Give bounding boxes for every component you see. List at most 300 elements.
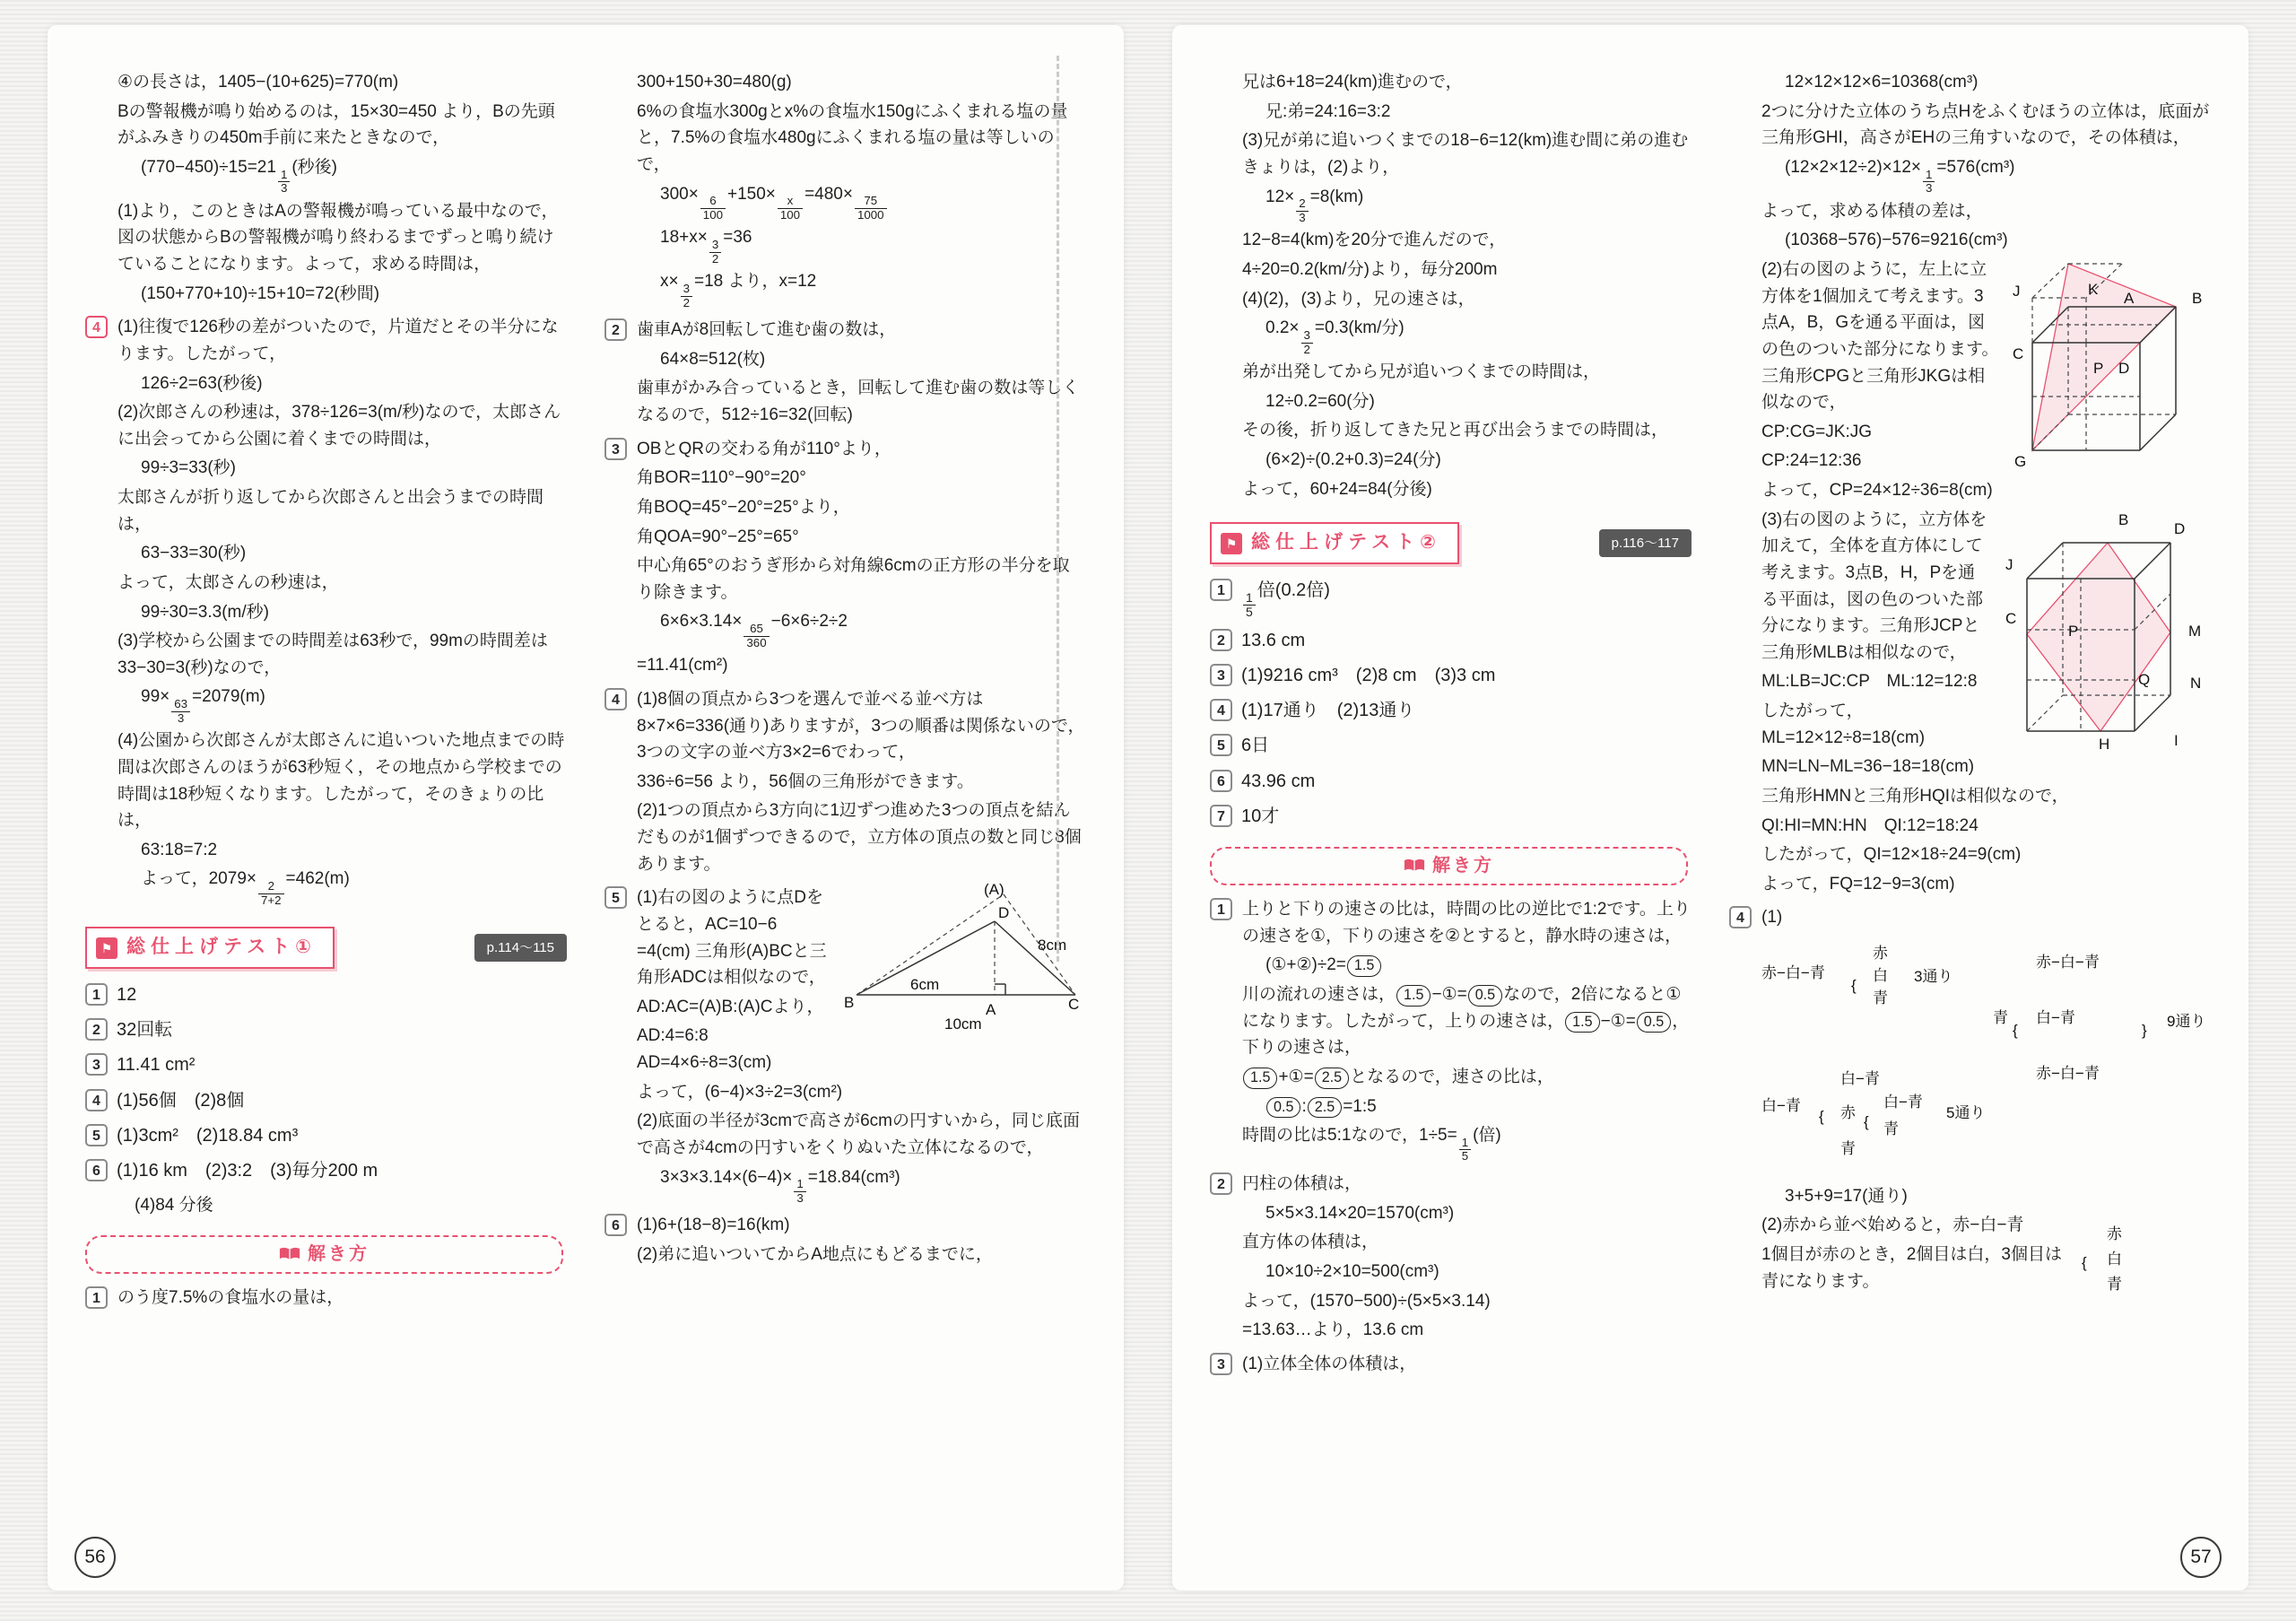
question-number-box: 5	[604, 886, 627, 909]
answer-number-box: 1	[1210, 579, 1232, 601]
paragraph: よって，60+24=84(分後)	[1242, 479, 1432, 499]
shaded-plane	[2027, 543, 2170, 731]
formula-line: (770−450)÷15=21 $\frac{1}{3}$ (秒後)	[141, 157, 338, 196]
paragraph: (2)底面の半径が3cmで高さが6cmの円すいから，同じ底面で高さが4cmの円すいをくりぬいた立体になるので，	[637, 1111, 1081, 1157]
figure-label: 赤−白−青	[2036, 1065, 2100, 1083]
numbered-solution-item	[85, 314, 567, 367]
figure-label: 5通り	[1946, 1104, 1986, 1122]
tree2-figure	[2076, 1212, 2211, 1307]
paragraph: 300+150+30=480(g)	[637, 73, 792, 92]
answer-number-box: 5	[85, 1124, 108, 1146]
answer-text: (1)17通り (2)13通り	[1241, 701, 1415, 721]
paragraph: (3)兄が弟に追いつくまでの18−6=12(km)進む間に弟の進むきょりは，(2)より，	[1242, 131, 1689, 177]
tree2-drawing	[2076, 1212, 2211, 1298]
page-number-left: 56	[74, 1537, 116, 1578]
tree1-figure	[1761, 931, 2246, 1181]
answer-item	[85, 1016, 567, 1044]
fraction	[1301, 329, 1313, 356]
paragraph: =11.41(cm²)	[637, 656, 728, 675]
paragraph: 6%の食塩水300gとx%の食塩水150gにふくまれる塩の量と，7.5%の食塩水480gにふくまれる塩の量は等しいので，	[637, 101, 1068, 174]
numbered-solution-item	[604, 1212, 1086, 1239]
solution-text: (1)8個の頂点から3つを選んで並べる並べ方は8×7×6=336(通り)ありますが，3つの順番は関係ないので，3つの文字の並べ方3×2=6でわって，	[637, 689, 1085, 763]
fraction	[1923, 169, 1935, 196]
paragraph: AD:4=6:8 AD=4×6÷8=3(cm)	[637, 1026, 772, 1073]
figure-label: 10cm	[944, 1015, 982, 1033]
fraction-denominator: 5	[1246, 605, 1253, 620]
figure-label: C	[2013, 345, 2024, 363]
fraction	[1296, 197, 1308, 224]
figure-edge	[2140, 414, 2176, 450]
figure-label: 赤	[1873, 945, 1888, 963]
question-number-box: 2	[1210, 1172, 1232, 1195]
figure-label: D	[998, 904, 1010, 922]
paragraph: (4)84 分後	[117, 1196, 213, 1216]
formula-line: 63:18=7:2	[141, 840, 218, 859]
question-number-box: 4	[604, 688, 627, 710]
question-number-box: 4	[85, 316, 108, 338]
circled-number: 1.5	[1347, 955, 1381, 977]
fraction-numerator: 6	[700, 195, 726, 209]
formula-line: 300× $\frac{6}{100}$ +150× $\frac{x}{100}$ =480× $\frac{75}{1000}$	[660, 181, 1086, 222]
paragraph: したがって，QI=12×18÷24=9(cm)	[1761, 845, 2022, 865]
paragraph: QI:HI=MN:HN QI:12=18:24	[1761, 815, 1979, 835]
answer-text: 10才	[1241, 806, 1280, 826]
book-icon-drawing	[1404, 858, 1425, 874]
page-56	[48, 25, 1124, 1590]
fraction	[681, 283, 692, 309]
paragraph: (2)1つの頂点から3方向に1辺ずつ進めた3つの頂点を結んだものが1個ずつできるので，立方体の頂点の数と同じ8個あります。	[637, 801, 1082, 874]
paragraph: MN=LN−ML=36−18=18(cm)	[1761, 757, 1975, 777]
figure-label: 赤	[2107, 1225, 2122, 1243]
section-heading-label: 総仕上げテスト②	[1251, 532, 1441, 553]
paragraph: 2つに分けた立体のうち点Hをふくむほうの立体は，底面が三角形GHI，高さがEHの三角すいなので，その体積は，	[1761, 101, 2210, 148]
figure-edge	[2135, 695, 2170, 731]
circled-number: 0.5	[1637, 1012, 1671, 1033]
figure-label: 青	[1840, 1140, 1856, 1158]
book-icon-drawing	[279, 1247, 300, 1262]
page-56-column-2	[604, 66, 1086, 1528]
answer-number-box: 5	[1210, 734, 1232, 756]
formula-line: (10368−576)−576=9216(cm³)	[1785, 231, 2008, 250]
formula-line: 12÷0.2=60(分)	[1265, 391, 1375, 411]
answer-number-box: 6	[85, 1159, 108, 1181]
answer-text: 12	[117, 985, 137, 1006]
figure-label: 青	[2107, 1276, 2122, 1294]
numbered-solution-item	[604, 885, 1086, 994]
answer-text: (1)56個 (2)8個	[117, 1090, 245, 1111]
paragraph: 歯車がかみ合っているとき，回転して進む歯の数は等しくなるので，512÷16=32(回転)	[637, 379, 1080, 425]
page-57-column-2	[1729, 66, 2211, 1528]
formula-line: x× $\frac{3}{2}$ =18 より，x=12	[660, 272, 817, 309]
paragraph: AD:AC=(A)B:(A)Cより，	[637, 997, 824, 1016]
fraction-numerator: 3	[1301, 329, 1313, 344]
figure-label: J	[2005, 555, 2013, 573]
figure-label: {	[1851, 977, 1857, 995]
figure-label: 白−青	[1883, 1094, 1923, 1111]
solution-method-heading	[85, 1235, 563, 1274]
paragraph: 336÷6=56 より，56個の三角形ができます。	[637, 771, 974, 791]
figure-label: C	[1068, 996, 1080, 1014]
figure-label: M	[2188, 622, 2202, 640]
shaded-plane	[2032, 264, 2176, 450]
answer-text: (1)3cm² (2)18.84 cm³	[117, 1125, 299, 1146]
fraction-denominator: 7+2	[260, 893, 282, 907]
solution-text: (1)立体全体の体積は，	[1242, 1354, 1417, 1373]
fraction-numerator: 3	[681, 283, 692, 297]
question-number-box: 4	[1729, 906, 1752, 928]
formula-line: 0.5 : 2.5 =1:5	[1265, 1094, 1692, 1120]
book-icon	[1404, 858, 1425, 874]
circled-number: 2.5	[1308, 1097, 1342, 1119]
answer-text: $\frac{1}{5}$ 倍(0.2倍)	[1241, 577, 1330, 620]
figure-edge	[2027, 695, 2063, 731]
fraction-denominator: 2	[711, 251, 719, 266]
figure-label: B	[2192, 290, 2203, 308]
formula-line: 0.2× $\frac{3}{2}$ =0.3(km/分)	[1265, 318, 1405, 356]
fraction-denominator: 360	[746, 635, 767, 649]
paragraph: 兄は6+18=24(km)進むので，	[1242, 73, 1463, 92]
solution-text: のう度7.5%の食塩水の量は，	[117, 1287, 344, 1307]
figure-label: 3通り	[1914, 968, 1953, 986]
figure-label: N	[2190, 674, 2202, 692]
fraction-denominator: 100	[702, 207, 723, 222]
solution-text: 円柱の体積は，	[1242, 1174, 1362, 1194]
paragraph: その後，折り返してきた兄と再び出会うまでの時間は，	[1242, 421, 1669, 440]
formula-line: 5×5×3.14×20=1570(cm³)	[1265, 1203, 1455, 1223]
formula-line: 63−33=30(秒)	[141, 544, 247, 563]
paragraph: (2)次郎さんの秒速は，378÷126=3(m/秒)なので，太郎さんに出会ってから公園に着くまでの時間は，	[117, 403, 561, 449]
paragraph: よって，(6−4)×3÷2=3(cm²)	[637, 1082, 843, 1102]
fraction	[278, 169, 290, 196]
solution-text: OBとQRの交わる角が110°より，	[637, 439, 891, 458]
circled-number: 2.5	[1315, 1068, 1349, 1089]
paragraph: 中心角65°のおうぎ形から対角線6cmの正方形の半分を取り除きます。	[637, 556, 1070, 602]
paragraph: よって，太郎さんの秒速は，	[117, 572, 339, 592]
answer-item	[85, 1122, 567, 1150]
figure-label: 白−青	[1761, 1097, 1801, 1115]
answer-text: (1)16 km (2)3:2 (3)毎分200 m	[117, 1160, 378, 1181]
question-number-box: 2	[604, 318, 627, 341]
figure-label: H	[2099, 735, 2110, 753]
fraction-numerator: 1	[794, 1178, 805, 1192]
question-number-box: 3	[604, 438, 627, 460]
solution-text: (1)6+(18−8)=16(km)	[637, 1216, 790, 1235]
figure-label: D	[2118, 360, 2130, 378]
circled-number: 1.5	[1565, 1012, 1599, 1033]
formula-line: 64×8=512(枚)	[660, 349, 766, 369]
answer-item	[1210, 803, 1692, 831]
figure-label: 9通り	[2167, 1013, 2206, 1031]
paragraph: (2)弟に追いついてからA地点にもどるまでに，	[637, 1245, 993, 1265]
figure-label: }	[2142, 1022, 2147, 1040]
paragraph: 1個目が赤のとき，2個目は白，3個目は青になります。	[1761, 1244, 2062, 1291]
question-number-box: 1	[85, 1286, 108, 1309]
solution-text: 上りと下りの速さの比は，時間の比の逆比で1:2です。上りの速さを①，下りの速さを②とすると，静水時の速さは，	[1242, 900, 1691, 946]
fraction	[171, 698, 190, 725]
section-heading-label: 総仕上げテスト①	[126, 937, 317, 958]
figure-label: K	[2088, 281, 2099, 299]
paragraph: 角BOQ=45°−20°=25°より，	[637, 497, 850, 517]
answer-text: (1)9216 cm³ (2)8 cm (3)3 cm	[1241, 666, 1496, 685]
figure-label: P	[2068, 622, 2079, 640]
formula-line: 6×6×3.14× $\frac{65}{360}$ −6×6÷2÷2	[660, 612, 848, 649]
paragraph: 1.5 +①= 2.5 となるので，速さの比は，	[1242, 1064, 1692, 1091]
fraction-denominator: 2	[683, 295, 691, 309]
figure-label: B	[2118, 510, 2129, 528]
figure-label: 青	[1993, 1009, 2008, 1027]
tree1-drawing	[1761, 931, 2246, 1172]
paragraph: 角BOR=110°−90°=20°	[637, 468, 806, 488]
figure-label: 赤	[1840, 1104, 1856, 1122]
paragraph: ML:LB=JC:CP ML:12=12:8	[1761, 672, 1978, 692]
page-gutter-dashed-divider	[1057, 56, 1059, 962]
fraction-numerator: 1	[1923, 169, 1935, 183]
page-56-column-1	[85, 66, 567, 1528]
figure-label: 青	[1873, 989, 1888, 1007]
circled-number: 0.5	[1468, 985, 1502, 1007]
formula-line: (12×2×12÷2)×12× $\frac{1}{3}$ =576(cm³)	[1785, 157, 2015, 196]
paragraph: (3)学校から公園までの時間差は63秒で，99mの時間差は33−30=3(秒)なので，	[117, 632, 548, 677]
page-number-right: 57	[2180, 1537, 2222, 1578]
fraction	[1459, 1137, 1471, 1163]
figure-edge	[2135, 543, 2170, 579]
fraction	[794, 1178, 805, 1205]
page-reference-badge: p.116〜117	[1599, 529, 1692, 557]
figure-label: {	[1864, 1113, 1869, 1131]
question-number-box: 6	[604, 1214, 627, 1236]
figure-label: (A)	[984, 881, 1004, 899]
paragraph: よって，CP=24×12÷36=8(cm)	[1761, 481, 1993, 501]
fraction-numerator: 2	[258, 880, 284, 894]
solution-text: (1)右の図のように点Dをとると，AC=10−6 =4(cm) 三角形(A)BCと三角形ADCは相似なので，	[637, 888, 827, 988]
numbered-solution-item	[1210, 1351, 1692, 1378]
figure-label: 赤−白−青	[2036, 954, 2100, 972]
solution-method-heading	[1210, 847, 1688, 885]
figure-edge	[2027, 543, 2063, 579]
figure-label: {	[1819, 1108, 1824, 1126]
circled-number: 1.5	[1243, 1068, 1277, 1089]
figure-label: D	[2174, 519, 2186, 537]
answer-number-box: 6	[1210, 770, 1232, 792]
fraction	[778, 195, 803, 222]
formula-line: 126÷2=63(秒後)	[141, 373, 263, 393]
paragraph: (3)右の図のように，立方体を加えて，全体を直方体にして考えます。3点B，H，Pを通る平面は，図の色のついた部分になります。三角形JCPと三角形MLBは相似なので，	[1761, 510, 1987, 662]
answer-text: 11.41 cm²	[117, 1055, 196, 1076]
answer-item	[1210, 768, 1692, 796]
flag-icon: ⚑	[96, 937, 117, 959]
fraction-denominator: 3	[280, 181, 288, 196]
paragraph: (2)赤から並べ始めると，赤−白−青	[1761, 1216, 2024, 1235]
fraction-numerator: 2	[1296, 197, 1308, 212]
answer-text: 32回転	[117, 1020, 173, 1041]
formula-line: 99÷3=33(秒)	[141, 458, 237, 478]
paragraph: (4)(2)，(3)より，兄の速さは，	[1242, 289, 1475, 309]
paragraph: CP:CG=JK:JG	[1761, 422, 1872, 441]
paragraph: 角QOA=90°−25°=65°	[637, 527, 799, 546]
answer-item	[1210, 627, 1692, 655]
answer-number-box: 3	[1210, 664, 1232, 686]
answer-number-box: 7	[1210, 805, 1232, 827]
answer-number-box: 1	[85, 983, 108, 1006]
solution-method-label: 解き方	[308, 1243, 370, 1264]
solution-text: 歯車Aが8回転して進む歯の数は，	[637, 320, 897, 340]
cube1-figure	[2009, 257, 2211, 481]
fraction-denominator: 5	[1461, 1149, 1469, 1163]
fraction-denominator: 3	[177, 710, 185, 725]
paragraph: 時間の比は5:1なので，1÷5= $\frac{1}{5}$ (倍)	[1242, 1126, 1501, 1163]
fraction-denominator: 3	[1926, 181, 1933, 196]
circled-number: 1.5	[1396, 985, 1431, 1007]
fraction-numerator: 65	[744, 623, 769, 637]
paragraph: 太郎さんが折り返してから次郎さんと出会うまでの時間は，	[117, 488, 544, 534]
formula-line: 10×10÷2×10=500(cm³)	[1265, 1261, 1439, 1281]
fraction	[700, 195, 726, 222]
fraction	[258, 880, 284, 907]
figure-label: 6cm	[910, 976, 940, 994]
paragraph: よって，求める体積の差は，	[1761, 201, 1983, 221]
section-heading-row	[85, 927, 567, 969]
page-57	[1172, 25, 2248, 1590]
paragraph: CP:24=12:36	[1761, 451, 1862, 471]
fraction-denominator: 3	[796, 1190, 804, 1205]
figure-label: I	[2174, 731, 2179, 749]
formula-line: (①+②)÷2= 1.5	[1265, 952, 1692, 979]
paragraph: 12−8=4(km)を20分で進んだので，	[1242, 231, 1507, 250]
formula-line: (150+770+10)÷15+10=72(秒間)	[141, 283, 380, 303]
answer-text: 6日	[1241, 736, 1270, 756]
fraction-numerator: 1	[1459, 1137, 1471, 1151]
answer-item	[1210, 577, 1692, 620]
paragraph: 三角形HMNと三角形HQIは相似なので，	[1761, 786, 2069, 806]
figure-label: 赤−白−青	[1761, 964, 1825, 982]
figure-label: B	[844, 994, 855, 1012]
section-heading-banner	[85, 927, 335, 969]
circled-number: 0.5	[1266, 1097, 1300, 1119]
answer-item	[85, 1157, 567, 1185]
answer-item	[85, 1087, 567, 1115]
fraction-numerator: 3	[709, 239, 721, 253]
fraction-denominator: 2	[1303, 342, 1310, 356]
fraction	[709, 239, 721, 266]
formula-line: 99÷30=3.3(m/秒)	[141, 602, 269, 622]
paragraph: Bの警報機が鳴り始めるのは，15×30=450 より，Bの先頭がふみきりの450m手前に来たときなので，	[117, 101, 555, 148]
figure-label: 8cm	[1038, 937, 1067, 954]
numbered-solution-item	[85, 1285, 567, 1312]
answer-item	[1210, 662, 1692, 690]
solution-text: (1)往復で126秒の差がついたので，片道だとその半分になります。したがって，	[117, 318, 559, 363]
fraction-denominator: 100	[779, 207, 801, 222]
paragraph: =13.63…より，13.6 cm	[1242, 1320, 1424, 1340]
formula-line: 3+5+9=17(通り)	[1785, 1186, 1908, 1206]
figure-label: 白−青	[1840, 1070, 1880, 1088]
answer-item	[85, 1051, 567, 1079]
figure-label: 青	[1883, 1120, 1899, 1138]
formula-line: (6×2)÷(0.2+0.3)=24(分)	[1265, 450, 1441, 470]
figure-label: A	[2124, 290, 2135, 308]
figure-label: 白−青	[2036, 1009, 2075, 1027]
paragraph: 川の流れの速さは， 1.5 −①= 0.5 なので，2倍になると①になります。したがって，上りの速さは， 1.5 −①= 0.5 ，下りの速さは，	[1242, 985, 1690, 1058]
formula-line: 18+x× $\frac{3}{2}$ =36	[660, 228, 752, 266]
paragraph: (2)右の図のように，左上に立方体を1個加えて考えます。3点A，B，Gを通る平面は，図の色のついた部分になります。三角形CPGと三角形JKGは相似なので，	[1761, 260, 1999, 413]
solution-text: (1)	[1761, 908, 1783, 928]
figure-label: J	[2013, 283, 2021, 301]
paragraph: 4÷20=0.2(km/分)より，毎分200m	[1242, 260, 1498, 280]
cube1-drawing	[2009, 257, 2211, 472]
figure-label: G	[2014, 453, 2027, 471]
figure-label: {	[2013, 1022, 2018, 1040]
fraction-numerator: 75	[855, 195, 887, 209]
answer-text: 13.6 cm	[1241, 630, 1306, 650]
flag-icon: ⚑	[1221, 533, 1242, 554]
page-reference-badge: p.114〜115	[474, 934, 567, 962]
cube2-drawing	[2000, 507, 2211, 756]
answer-number-box: 3	[85, 1053, 108, 1076]
numbered-solution-item	[1729, 904, 2211, 931]
answer-number-box: 4	[1210, 699, 1232, 721]
cube2-figure	[2000, 507, 2211, 765]
numbered-solution-item	[604, 317, 1086, 344]
paragraph: 弟が出発してから兄が追いつくまでの時間は，	[1242, 362, 1601, 382]
answer-number-box: 4	[85, 1089, 108, 1111]
formula-line: 12×12×12×6=10368(cm³)	[1785, 73, 1979, 92]
fraction	[1243, 591, 1256, 620]
answer-number-box: 2	[85, 1018, 108, 1041]
formula-line: 12× $\frac{2}{3}$ =8(km)	[1265, 187, 1364, 224]
figure-label: Q	[2138, 670, 2151, 688]
numbered-solution-item	[604, 436, 1086, 463]
formula-line: 3×3×3.14×(6−4)× $\frac{1}{3}$ =18.84(cm³)	[660, 1167, 900, 1205]
fraction-numerator: x	[778, 195, 803, 209]
section-heading-banner	[1210, 522, 1459, 564]
formula-line: 兄:弟=24:16=3:2	[1265, 101, 1391, 121]
fraction	[744, 623, 769, 649]
answer-item	[1210, 732, 1692, 760]
fraction-denominator: 3	[1299, 210, 1306, 224]
solution-method-label: 解き方	[1432, 855, 1494, 876]
answer-text: 43.96 cm	[1241, 771, 1316, 791]
fraction-numerator: 1	[1243, 591, 1256, 606]
answer-item	[1210, 697, 1692, 725]
fraction-numerator: 1	[278, 169, 290, 183]
page-56-columns	[85, 66, 1086, 1528]
page-57-column-1	[1210, 66, 1692, 1528]
formula-line: 99× $\frac{63}{3}$ =2079(m)	[141, 687, 265, 725]
numbered-solution-item	[604, 686, 1086, 766]
section-heading-row	[1210, 522, 1692, 564]
page-57-columns	[1210, 66, 2211, 1528]
question-number-box: 3	[1210, 1353, 1232, 1375]
paragraph: ④の長さは，1405−(10+625)=770(m)	[117, 73, 399, 92]
numbered-solution-item	[1210, 896, 1692, 949]
paragraph: したがって，ML=12×12÷8=18(cm)	[1761, 702, 1926, 747]
figure-label: P	[2093, 360, 2104, 378]
paragraph: よって，(1570−500)÷(5×5×3.14)	[1242, 1291, 1491, 1311]
formula-line: よって，2079× $\frac{2}{7+2}$ =462(m)	[141, 869, 350, 907]
figure-label: {	[2082, 1254, 2087, 1272]
fraction	[855, 195, 887, 222]
answer-number-box: 2	[1210, 629, 1232, 651]
paragraph: 直方体の体積は，	[1242, 1233, 1379, 1252]
fraction-numerator: 63	[171, 698, 190, 712]
figure-label: 白	[1873, 967, 1888, 985]
paragraph: よって，FQ=12−9=3(cm)	[1761, 874, 1955, 893]
figure-label: C	[2005, 609, 2017, 627]
answer-item	[85, 981, 567, 1009]
paragraph: (4)公園から次郎さんが太郎さんに追いついた地点までの時間は次郎さんのほうが63秒短く，その地点から学校までの時間は18秒短くなります。したがって，そのきょりの比は，	[117, 731, 565, 831]
figure-label: 白	[2107, 1251, 2122, 1268]
book-icon	[279, 1247, 300, 1262]
paragraph: (1)より，このときはAの警報機が鳴っている最中なので，図の状態からBの警報機が鳴り終わるまでずっと鳴り続けていることになります。よって，求める時間は，	[117, 201, 559, 275]
